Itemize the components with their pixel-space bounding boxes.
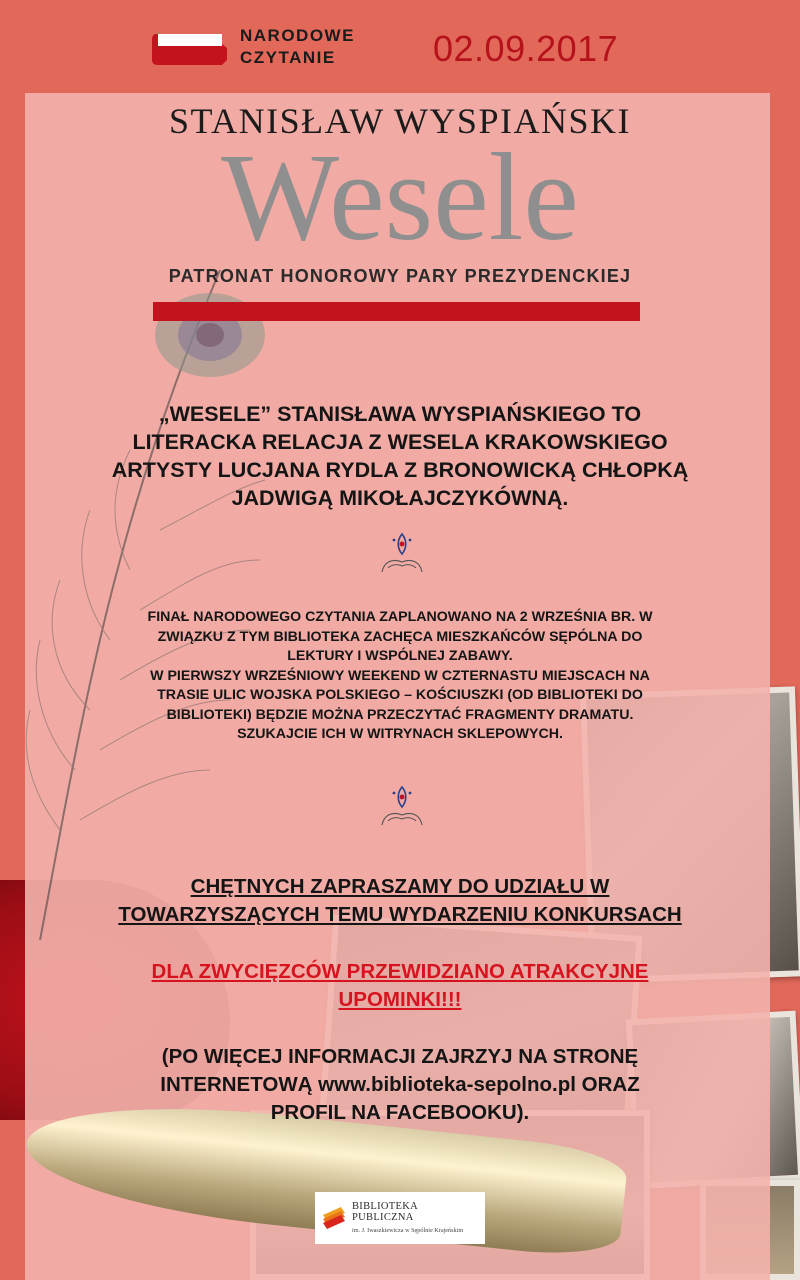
prizes-announcement bbox=[60, 958, 740, 1014]
ornament-icon bbox=[378, 785, 426, 827]
intro-line: JADWIGĄ MIKOŁAJCZYKÓWNĄ. bbox=[231, 486, 569, 510]
prizes-line: UPOMINKI!!! bbox=[338, 988, 462, 1011]
author-name: STANISŁAW WYSPIAŃSKI bbox=[169, 101, 631, 141]
final-line: SZUKAJCIE ICH W WITRYNACH SKLEPOWYCH. bbox=[237, 726, 563, 742]
prizes-line: DLA ZWYCIĘZCÓW PRZEWIDZIANO ATRAKCYJNE bbox=[151, 960, 649, 983]
narodowe-czytanie-logo-text bbox=[240, 25, 355, 69]
contest-invitation bbox=[40, 873, 760, 929]
logo-line-2: CZYTANIE bbox=[240, 48, 336, 67]
more-line: PROFIL NA FACEBOOKU). bbox=[270, 1101, 530, 1124]
final-line: FINAŁ NARODOWEGO CZYTANIA ZAPLANOWANO NA 2 WRZEŚNIA BR. W bbox=[147, 609, 653, 625]
ornament-icon bbox=[378, 532, 426, 574]
narodowe-czytanie-flag-logo bbox=[152, 30, 227, 65]
intro-paragraph bbox=[60, 400, 740, 512]
more-line: (PO WIĘCEJ INFORMACJI ZAJRZYJ NA STRONĘ bbox=[161, 1045, 639, 1068]
library-logo bbox=[315, 1192, 485, 1244]
final-line: BIBLIOTEKI) BĘDZIE MOŻNA PRZECZYTAĆ FRAGMENTY DRAMATU. bbox=[166, 706, 634, 723]
library-name: BIBLIOTEKA PUBLICZNA bbox=[352, 1200, 418, 1223]
more-line: INTERNETOWĄ www.biblioteka-sepolno.pl ORAZ bbox=[160, 1073, 640, 1096]
work-title: Wesele bbox=[221, 129, 579, 267]
final-line: W PIERWSZY WRZEŚNIOWY WEEKEND W CZTERNASTU MIEJSCACH NA bbox=[150, 667, 650, 684]
invite-line: TOWARZYSZĄCYCH TEMU WYDARZENIU KONKURSACH bbox=[118, 903, 682, 926]
intro-line: LITERACKA RELACJA Z WESELA KRAKOWSKIEGO bbox=[132, 430, 668, 454]
peacock-feather-decoration bbox=[20, 230, 280, 950]
final-line: LEKTURY I WSPÓLNEJ ZABAWY. bbox=[287, 648, 513, 664]
red-divider-bar bbox=[153, 302, 640, 321]
intro-line: „WESELE” STANISŁAWA WYSPIAŃSKIEGO TO bbox=[158, 402, 642, 426]
final-paragraph bbox=[60, 608, 740, 745]
intro-line: ARTYSTY LUCJANA RYDLA Z BRONOWICKĄ CHŁOPKĄ bbox=[111, 458, 689, 482]
final-line: ZWIĄZKU Z TYM BIBLIOTEKA ZACHĘCA MIESZKAŃCÓW SĘPÓLNA DO bbox=[157, 628, 643, 645]
library-book-logo bbox=[321, 1203, 347, 1233]
more-info-text bbox=[60, 1043, 740, 1127]
event-date: 02.09.2017 bbox=[433, 28, 619, 69]
final-line: TRASIE ULIC WOJSKA POLSKIEGO – KOŚCIUSZKI (OD BIBLIOTEKI DO bbox=[157, 687, 643, 703]
patronage-text: PATRONAT HONOROWY PARY PREZYDENCKIEJ bbox=[168, 266, 632, 286]
library-subtitle: im. J. Iwaszkiewicza w Sępólnie Krajeńskim bbox=[352, 1226, 464, 1234]
logo-line-1: NARODOWE bbox=[240, 26, 355, 45]
invite-line: CHĘTNYCH ZAPRASZAMY DO UDZIAŁU W bbox=[190, 875, 610, 898]
